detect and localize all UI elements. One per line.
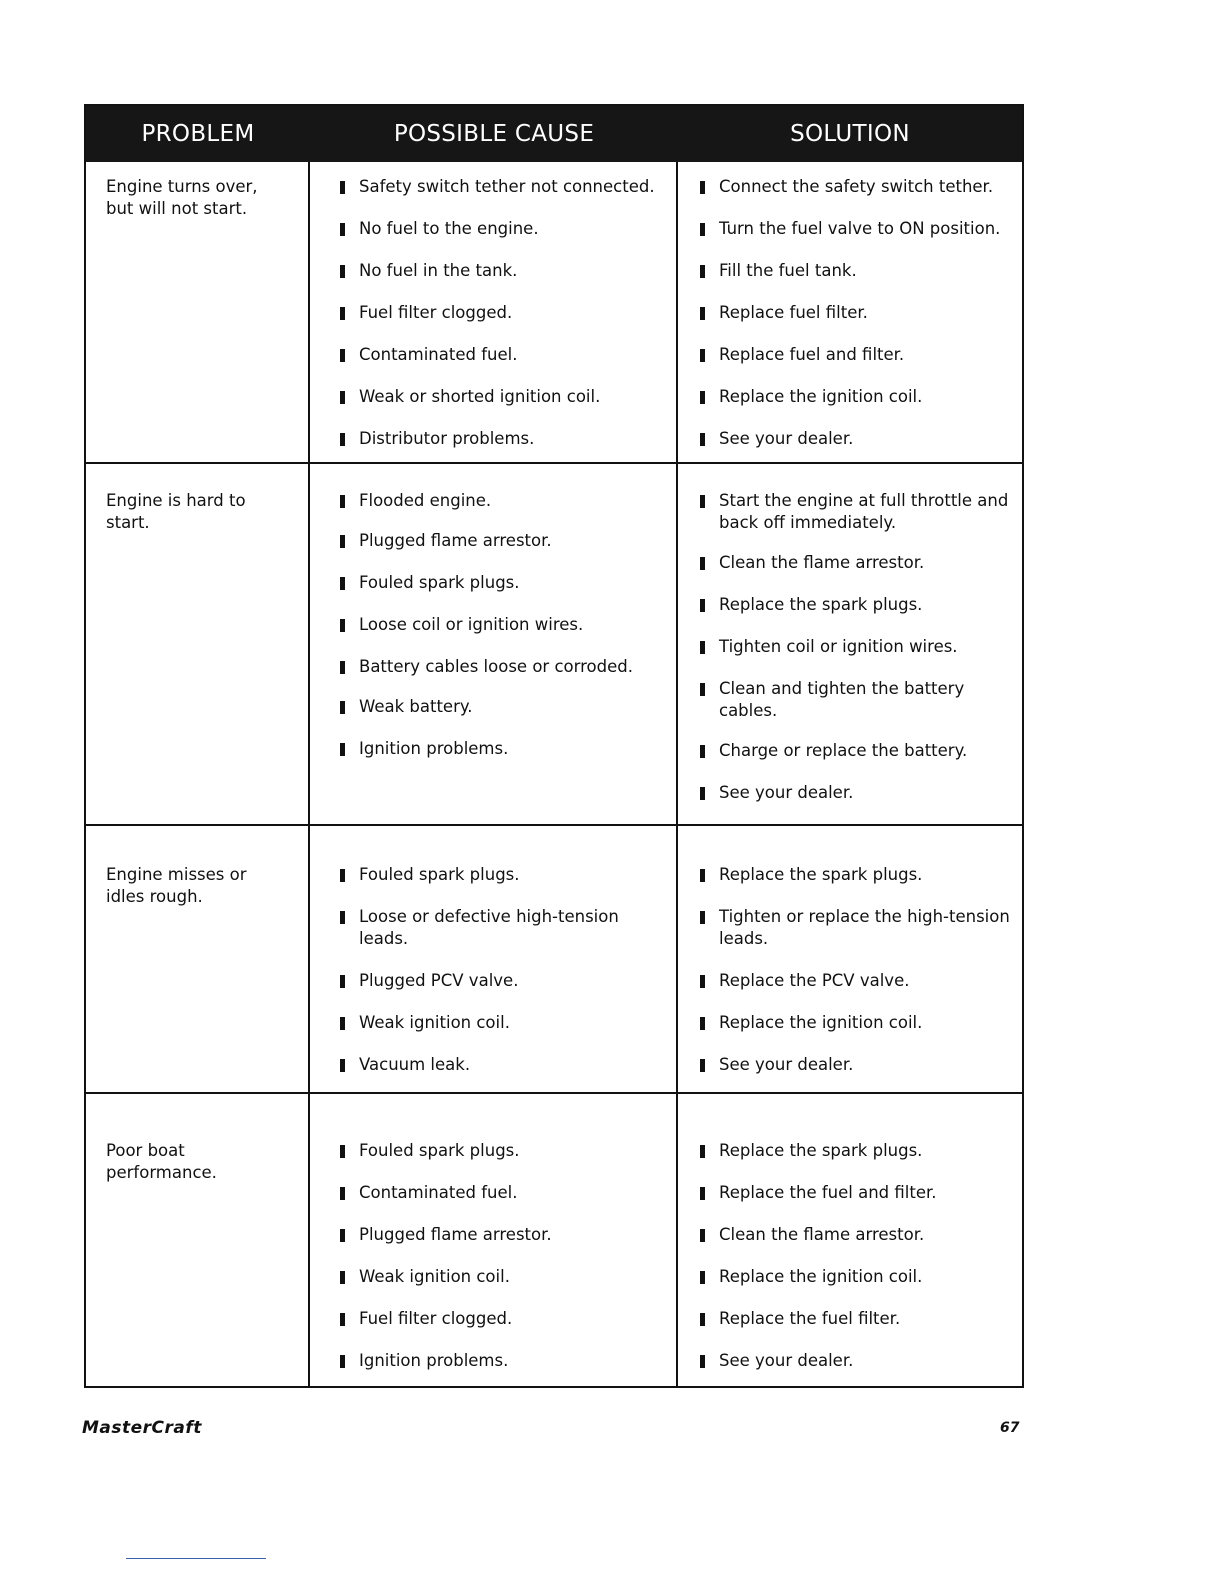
list-item <box>310 970 676 992</box>
table-row <box>86 462 1022 824</box>
list-item <box>678 1182 1022 1204</box>
item-text: Replace the PCV valve. <box>719 971 910 990</box>
list-item <box>678 176 1022 198</box>
header-solution: SOLUTION <box>790 121 910 147</box>
item-text: Distributor problems. <box>359 429 535 448</box>
list-item <box>310 1054 676 1076</box>
bullet-icon <box>340 1145 345 1158</box>
table-row <box>86 162 1022 462</box>
solution-cell <box>678 464 1022 824</box>
item-text: Tighten or replace the high-tension leads. <box>719 907 1010 948</box>
bullet-icon <box>340 619 345 632</box>
item-text: Replace the ignition coil. <box>719 1267 923 1286</box>
item-text: Clean the flame arrestor. <box>719 1225 925 1244</box>
bullet-icon <box>700 181 705 194</box>
item-text: Ignition problems. <box>359 739 509 758</box>
table-row <box>86 1092 1022 1386</box>
bullet-icon <box>700 745 705 758</box>
bullet-icon <box>340 1187 345 1200</box>
item-text: Fouled spark plugs. <box>359 573 520 592</box>
list-item <box>310 738 676 760</box>
item-text: Flooded engine. <box>359 491 492 510</box>
list-item <box>310 614 676 636</box>
item-text: Fill the fuel tank. <box>719 261 857 280</box>
list-item <box>310 176 676 198</box>
item-text: Replace the ignition coil. <box>719 387 923 406</box>
item-text: Replace the spark plugs. <box>719 865 923 884</box>
list-item <box>678 1140 1022 1162</box>
item-text: Replace fuel filter. <box>719 303 868 322</box>
bullet-icon <box>700 557 705 570</box>
list-item <box>310 218 676 240</box>
list-item <box>310 1182 676 1204</box>
list-item <box>310 1140 676 1162</box>
table-row <box>86 824 1022 1092</box>
item-text: See your dealer. <box>719 783 854 802</box>
list-item <box>310 1308 676 1330</box>
item-text: Fuel filter clogged. <box>359 1309 513 1328</box>
list-item <box>678 864 1022 886</box>
bullet-icon <box>340 391 345 404</box>
list-item <box>310 260 676 282</box>
list-item <box>310 1350 676 1372</box>
item-text: Replace the ignition coil. <box>719 1013 923 1032</box>
page-number: 67 <box>1000 1420 1020 1436</box>
list-item <box>310 386 676 408</box>
list-item <box>310 1224 676 1246</box>
bullet-icon <box>340 1313 345 1326</box>
bullet-icon <box>700 1187 705 1200</box>
list-item <box>678 636 1022 658</box>
list-item <box>678 218 1022 240</box>
solution-cell <box>678 826 1022 1092</box>
problem-cell: Engine turns over, but will not start. <box>86 162 310 462</box>
item-text: Ignition problems. <box>359 1351 509 1370</box>
list-item <box>310 656 676 678</box>
item-text: Weak ignition coil. <box>359 1267 510 1286</box>
list-item <box>678 552 1022 574</box>
item-text: See your dealer. <box>719 1351 854 1370</box>
list-item <box>678 1054 1022 1076</box>
bullet-icon <box>340 975 345 988</box>
cause-cell <box>310 1094 678 1386</box>
bullet-icon <box>340 1059 345 1072</box>
list-item <box>310 302 676 324</box>
bullet-icon <box>700 265 705 278</box>
bullet-icon <box>340 911 345 924</box>
list-item <box>678 1224 1022 1246</box>
item-text: No fuel in the tank. <box>359 261 518 280</box>
item-text: See your dealer. <box>719 429 854 448</box>
bullet-icon <box>340 577 345 590</box>
bullet-icon <box>340 307 345 320</box>
bullet-icon <box>700 433 705 446</box>
item-text: Fouled spark plugs. <box>359 865 520 884</box>
item-text: Safety switch tether not connected. <box>359 177 655 196</box>
problem-cell: Engine misses or idles rough. <box>86 826 310 1092</box>
bullet-icon <box>700 599 705 612</box>
list-item <box>678 970 1022 992</box>
bullet-icon <box>340 535 345 548</box>
list-item <box>678 782 1022 804</box>
bullet-icon <box>700 307 705 320</box>
header-possible-cause: POSSIBLE CAUSE <box>393 121 595 147</box>
bullet-icon <box>700 641 705 654</box>
bullet-icon <box>700 975 705 988</box>
bullet-icon <box>700 869 705 882</box>
list-item <box>678 740 1022 762</box>
bullet-icon <box>700 223 705 236</box>
item-text: Battery cables loose or corroded. <box>359 657 633 676</box>
item-text: Plugged flame arrestor. <box>359 1225 552 1244</box>
bullet-icon <box>700 1355 705 1368</box>
bullet-icon <box>340 265 345 278</box>
bullet-icon <box>700 1017 705 1030</box>
item-text: See your dealer. <box>719 1055 854 1074</box>
list-item <box>678 302 1022 324</box>
list-item <box>678 428 1022 450</box>
cause-cell <box>310 826 678 1092</box>
bullet-icon <box>340 743 345 756</box>
bullet-icon <box>700 495 705 508</box>
item-text: Replace the spark plugs. <box>719 1141 923 1160</box>
list-item <box>310 1266 676 1288</box>
bullet-icon <box>700 1059 705 1072</box>
item-text: Vacuum leak. <box>359 1055 471 1074</box>
bullet-icon <box>700 1271 705 1284</box>
item-text: Loose or defective high-tension leads. <box>359 907 619 948</box>
item-text: Weak or shorted ignition coil. <box>359 387 601 406</box>
bullet-icon <box>340 181 345 194</box>
bullet-icon <box>340 1355 345 1368</box>
bullet-icon <box>340 1017 345 1030</box>
item-text: Clean and tighten the battery cables. <box>719 679 965 720</box>
bullet-icon <box>340 433 345 446</box>
item-text: No fuel to the engine. <box>359 219 539 238</box>
table-header <box>86 106 1022 162</box>
item-text: Loose coil or ignition wires. <box>359 615 584 634</box>
bullet-icon <box>340 701 345 714</box>
list-item <box>678 1012 1022 1034</box>
list-item <box>310 864 676 886</box>
item-text: Replace fuel and filter. <box>719 345 905 364</box>
table-body <box>86 162 1022 1386</box>
cause-cell <box>310 162 678 462</box>
bullet-icon <box>700 1145 705 1158</box>
item-text: Tighten coil or ignition wires. <box>719 637 958 656</box>
list-item <box>678 906 1022 950</box>
solution-cell <box>678 1094 1022 1386</box>
list-item <box>678 490 1022 534</box>
bullet-icon <box>700 349 705 362</box>
item-text: Contaminated fuel. <box>359 345 518 364</box>
cause-cell <box>310 464 678 824</box>
list-item <box>678 678 1022 722</box>
list-item <box>678 1350 1022 1372</box>
bullet-icon <box>340 1271 345 1284</box>
solution-cell <box>678 162 1022 462</box>
bullet-icon <box>340 495 345 508</box>
item-text: Charge or replace the battery. <box>719 741 968 760</box>
list-item <box>310 906 676 950</box>
item-text: Turn the fuel valve to ON position. <box>719 219 1001 238</box>
troubleshooting-table <box>84 104 1024 1388</box>
list-item <box>310 428 676 450</box>
problem-cell: Engine is hard to start. <box>86 464 310 824</box>
item-text: Clean the flame arrestor. <box>719 553 925 572</box>
item-text: Replace the spark plugs. <box>719 595 923 614</box>
list-item <box>310 696 676 718</box>
item-text: Plugged PCV valve. <box>359 971 519 990</box>
bullet-icon <box>340 223 345 236</box>
list-item <box>678 1308 1022 1330</box>
item-text: Weak battery. <box>359 697 473 716</box>
problem-cell: Poor boat performance. <box>86 1094 310 1386</box>
bullet-icon <box>700 787 705 800</box>
item-text: Weak ignition coil. <box>359 1013 510 1032</box>
list-item <box>678 1266 1022 1288</box>
bullet-icon <box>700 911 705 924</box>
list-item <box>310 572 676 594</box>
item-text: Fouled spark plugs. <box>359 1141 520 1160</box>
bullet-icon <box>700 1229 705 1242</box>
list-item <box>678 386 1022 408</box>
item-text: Replace the fuel filter. <box>719 1309 901 1328</box>
list-item <box>678 344 1022 366</box>
item-text: Fuel filter clogged. <box>359 303 513 322</box>
list-item <box>310 1012 676 1034</box>
brand-logo: MasterCraft <box>82 1418 202 1438</box>
list-item <box>678 594 1022 616</box>
list-item <box>310 530 676 552</box>
bullet-icon <box>700 391 705 404</box>
bullet-icon <box>340 349 345 362</box>
list-item <box>310 344 676 366</box>
bullet-icon <box>700 683 705 696</box>
bullet-icon <box>340 1229 345 1242</box>
list-item <box>310 490 676 512</box>
item-text: Plugged flame arrestor. <box>359 531 552 550</box>
bullet-icon <box>340 661 345 674</box>
bullet-icon <box>340 869 345 882</box>
header-problem: PROBLEM <box>141 121 255 147</box>
item-text: Contaminated fuel. <box>359 1183 518 1202</box>
item-text: Replace the fuel and filter. <box>719 1183 937 1202</box>
item-text: Start the engine at full throttle and back off immediately. <box>719 491 1009 532</box>
item-text: Connect the safety switch tether. <box>719 177 994 196</box>
footer-rule <box>126 1558 266 1559</box>
list-item <box>678 260 1022 282</box>
bullet-icon <box>700 1313 705 1326</box>
